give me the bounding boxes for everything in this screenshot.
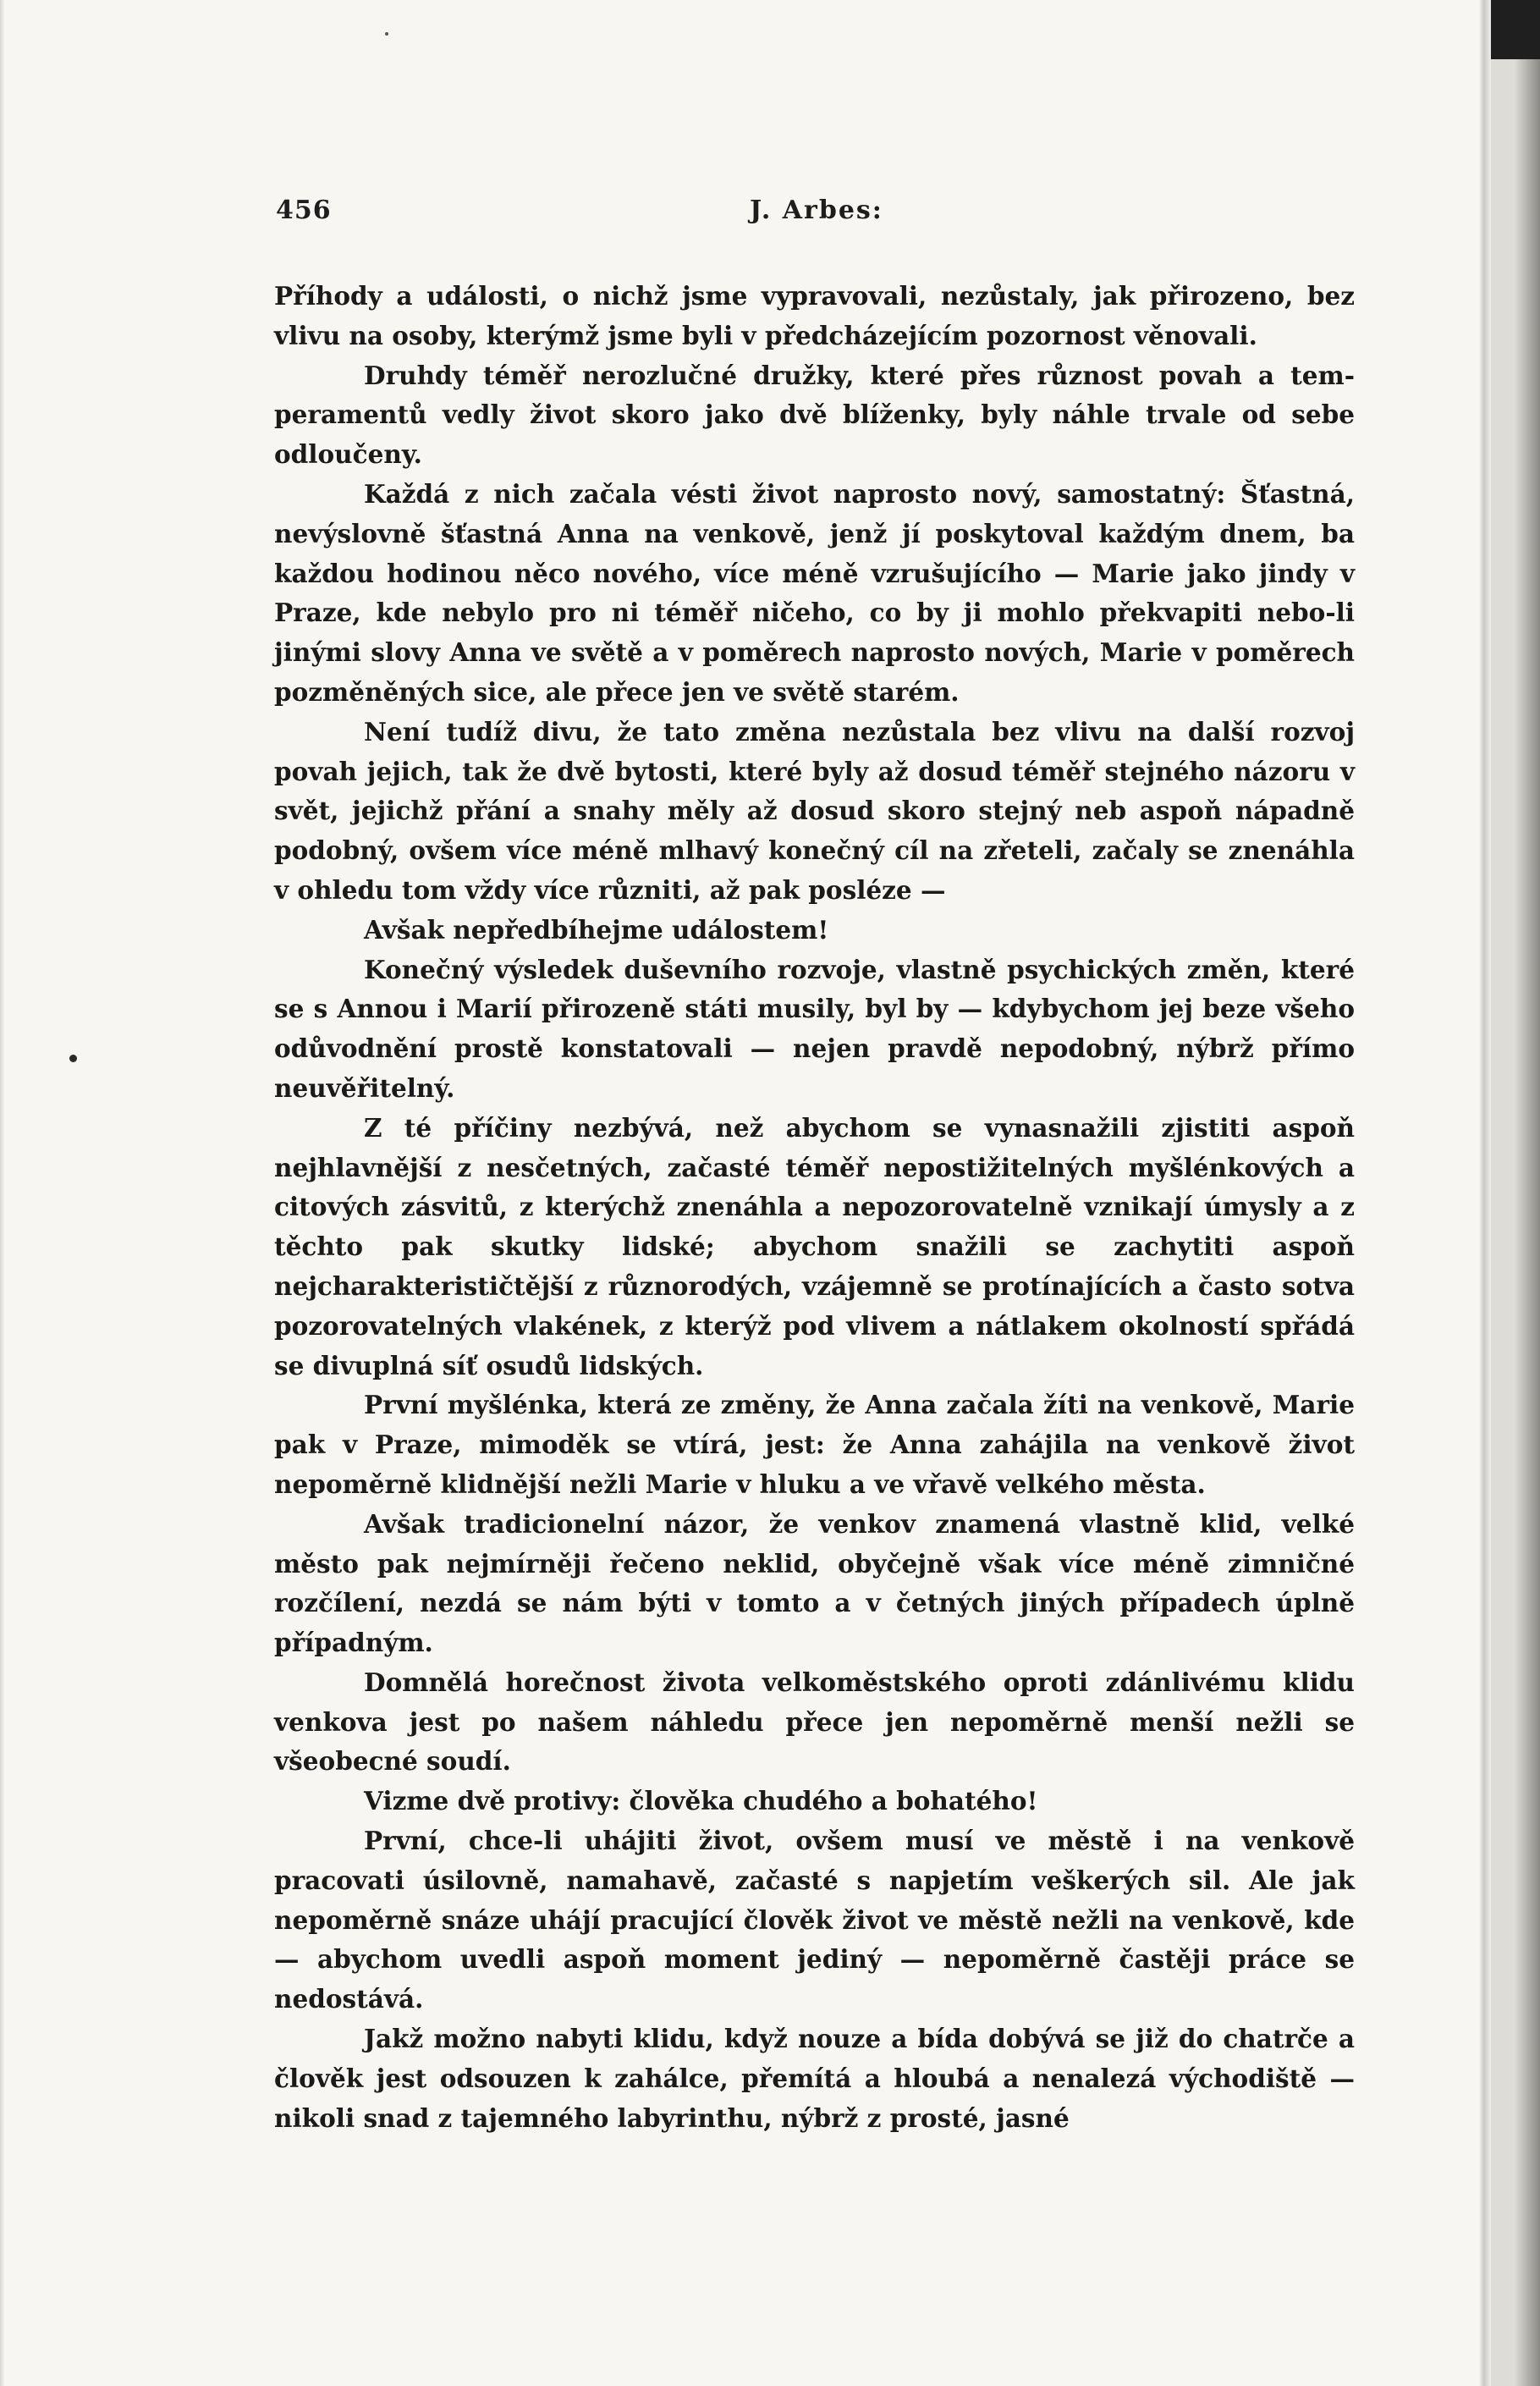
paragraph: Příhody a události, o nichž jsme vypravovali, nezůstaly, jak přirozeno, bez vlivu na osoby, kterýmž jsme byli v předcházejícím pozornost věnovali.	[274, 281, 1355, 350]
paragraph: Není tudíž divu, že tato změna nezůstala bez vlivu na další rozvoj povah jejich, tak že dvě bytosti, které byly až dosud téměř stejného názoru v svět, jejichž přání a snahy měly až dosud skoro stejný neb aspoň nápadně podobný, ovšem více méně mlhavý konečný cíl na zřeteli, začaly se znenáhla v ohledu tom vždy více různiti, až pak posléze —	[274, 716, 1355, 905]
paragraph: První, chce-li uhájiti život, ovšem musí ve městě i na venkově pracovati úsilovně, namahavě, začasté s napjetím veškerých sil. Ale jak nepoměrně snáze uhájí pracující člověk život ve městě nežli na venkově, kde — abychom uvedli aspoň moment jediný — nepoměrně častěji práce se nedostává.	[274, 1826, 1355, 2014]
margin-dot	[69, 1055, 77, 1062]
paragraph: První myšlénka, která ze změny, že Anna začala žíti na venkově, Marie pak v Praze, mimoděk se vtírá, jest: že Anna zahájila na venkově život nepoměrně klidnější nežli Marie v hluku a ve vřavě velkého města.	[274, 1390, 1355, 1499]
binding-gutter	[1479, 0, 1491, 2386]
paragraph: Vizme dvě protivy: člověka chudého a bohatého!	[364, 1786, 1038, 1816]
running-head: J. Arbes:	[750, 196, 883, 225]
body-text	[274, 277, 1355, 2138]
page-left-edge	[0, 0, 5, 2386]
paragraph: Každá z nich začala vésti život naprosto nový, samostatný: Šťastná, nevýslovně šťastná Anna na venkově, jenž jí poskytoval každým dnem, ba každou hodinou něco nového, více méně vzrušujícího — Marie jako jindy v Praze, kde nebylo pro ni téměř ničeho, co by ji mohlo překvapiti nebo-li jinými slovy Anna ve světě a v poměrech naprosto nových, Marie v poměrech pozměněných sice, ale přece jen ve světě starém.	[274, 478, 1355, 707]
paragraph: Avšak nepředbíhejme událostem!	[364, 914, 829, 945]
paragraph: Domnělá horečnost života velkoměstského oproti zdánlivému klidu venkova jest po našem náhledu přece jen nepoměrně menší nežli se všeobecné soudí.	[274, 1667, 1355, 1777]
scan-speck	[385, 32, 388, 36]
paragraph: Avšak tradicionelní názor, že venkov znamená vlastně klid, velké město pak nejmírněji řečeno neklid, obyčejně však více méně zimničné rozčílení, nezdá se nám býti v tomto a v četných jiných případech úplně případným.	[274, 1508, 1355, 1658]
paragraph: Z té příčiny nezbývá, než abychom se vynasnažili zjistiti aspoň nejhlavnější z nesčetných, začasté téměř nepostižitelných myšlénkových a citových zásvitů, z kterýchž znenáhla a nepozorovatelně vznikají úmysly a z těchto pak skutky lidské; abychom snažili se zachytiti aspoň nejcharakterističtější z různorodých, vzájemně se protínajících a často sotva pozorovatelných vlakének, z kterýž pod vlivem a nátlakem okolností spřádá se divuplná síť osudů lidských.	[274, 1112, 1355, 1380]
paragraph: Druhdy téměř nerozlučné družky, které přes různost povah a temperamentů vedly život skoro jako dvě blíženky, byly náhle trvale od sebe odloučeny.	[274, 360, 1355, 470]
paragraph: Konečný výsledek duševního rozvoje, vlastně psychických změn, které se s Annou i Marií přirozeně státi musily, byl by — kdybychom jej beze všeho odůvodnění prostě konstatovali — nejen pravdě nepodobný, nýbrž přímo neuvěřitelný.	[274, 954, 1355, 1103]
paragraph: Jakž možno nabyti klidu, když nouze a bída dobývá se již do chatrče a člověk jest odsouzen k zahálce, přemítá a hloubá a nenalezá východiště — nikoli snad z tajemného labyrinthu, nýbrž z prosté, jasné	[274, 2024, 1355, 2133]
page-header	[276, 196, 1342, 233]
adjacent-page-dark-corner	[1491, 0, 1540, 59]
adjacent-page-shadow	[1515, 59, 1540, 2386]
page-number: 456	[276, 196, 332, 225]
